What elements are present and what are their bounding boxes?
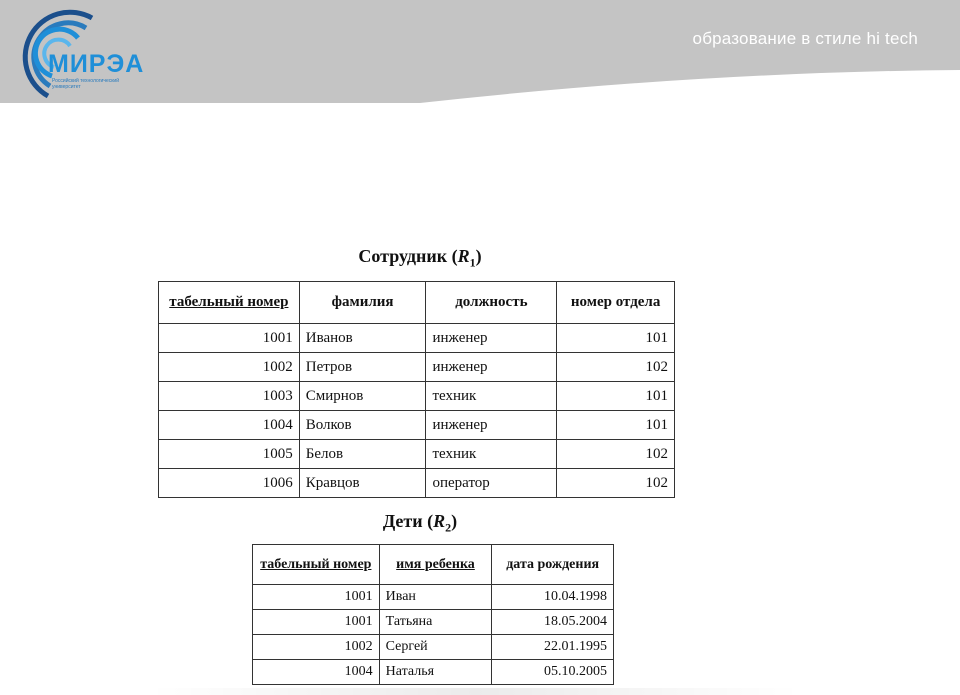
header-cell: фамилия [299,282,426,324]
mirea-logo [0,0,170,103]
header-label: имя ребенка [396,556,475,572]
cell-child-name: Наталья [379,660,492,685]
cell-child-name: Сергей [379,635,492,660]
cell-child-name: Иван [379,585,492,610]
header-label: табельный номер [260,556,372,572]
cell-tab-number: 1003 [159,382,300,411]
table-row [159,324,675,353]
cell-surname: Кравцов [299,469,426,498]
table-row [253,585,614,610]
cell-tab-number: 1006 [159,469,300,498]
table-header-row [159,282,675,324]
cell-tab-number: 1004 [159,411,300,440]
cell-department: 101 [557,324,675,353]
cell-surname: Смирнов [299,382,426,411]
cell-position: инженер [426,411,557,440]
cell-department: 102 [557,469,675,498]
cell-department: 102 [557,353,675,382]
cell-birth-date: 10.04.1998 [492,585,614,610]
table-row [253,635,614,660]
table1-caption [340,246,500,271]
table-row [159,411,675,440]
header-cell [379,545,492,585]
table2-caption-text: Дети ( [382,511,434,531]
children-table [252,544,614,685]
cell-department: 101 [557,382,675,411]
table2-caption-rel: R [433,511,446,531]
cell-position: техник [426,382,557,411]
table1-caption-rel: R [457,246,470,266]
cell-tab-number: 1004 [253,660,380,685]
cell-birth-date: 05.10.2005 [492,660,614,685]
cell-tab-number: 1002 [253,635,380,660]
cell-surname: Петров [299,353,426,382]
cell-position: оператор [426,469,557,498]
cell-tab-number: 1001 [253,585,380,610]
header-cell: должность [426,282,557,324]
cell-child-name: Татьяна [379,610,492,635]
bottom-shadow [150,688,800,695]
cell-department: 101 [557,411,675,440]
cell-position: инженер [426,353,557,382]
header-cell [253,545,380,585]
employees-table [158,281,675,498]
header-label: табельный номер [169,294,289,310]
table-row [159,440,675,469]
table-row [253,610,614,635]
cell-birth-date: 22.01.1995 [492,635,614,660]
header-cell [159,282,300,324]
header-cell: дата рождения [492,545,614,585]
table2-caption-sub: 2 [445,520,452,535]
cell-surname: Белов [299,440,426,469]
table2-caption [370,511,470,536]
table-header-row [253,545,614,585]
cell-position: техник [426,440,557,469]
table1-caption-close: ) [475,246,482,266]
cell-surname: Волков [299,411,426,440]
table-row [159,469,675,498]
tagline: образование в стиле hi tech [692,29,918,48]
table1-caption-text: Сотрудник ( [358,246,458,266]
cell-tab-number: 1001 [253,610,380,635]
table1-caption-sub: 1 [469,255,476,270]
cell-tab-number: 1005 [159,440,300,469]
cell-tab-number: 1001 [159,324,300,353]
cell-surname: Иванов [299,324,426,353]
table-row [253,660,614,685]
cell-birth-date: 18.05.2004 [492,610,614,635]
cell-position: инженер [426,324,557,353]
header-cell: номер отдела [557,282,675,324]
cell-department: 102 [557,440,675,469]
table-row [159,382,675,411]
logo-subtitle: Российский технологический университет [52,78,120,90]
cell-tab-number: 1002 [159,353,300,382]
logo-text: МИРЭА [48,50,145,78]
table2-caption-close: ) [451,511,458,531]
table-row [159,353,675,382]
